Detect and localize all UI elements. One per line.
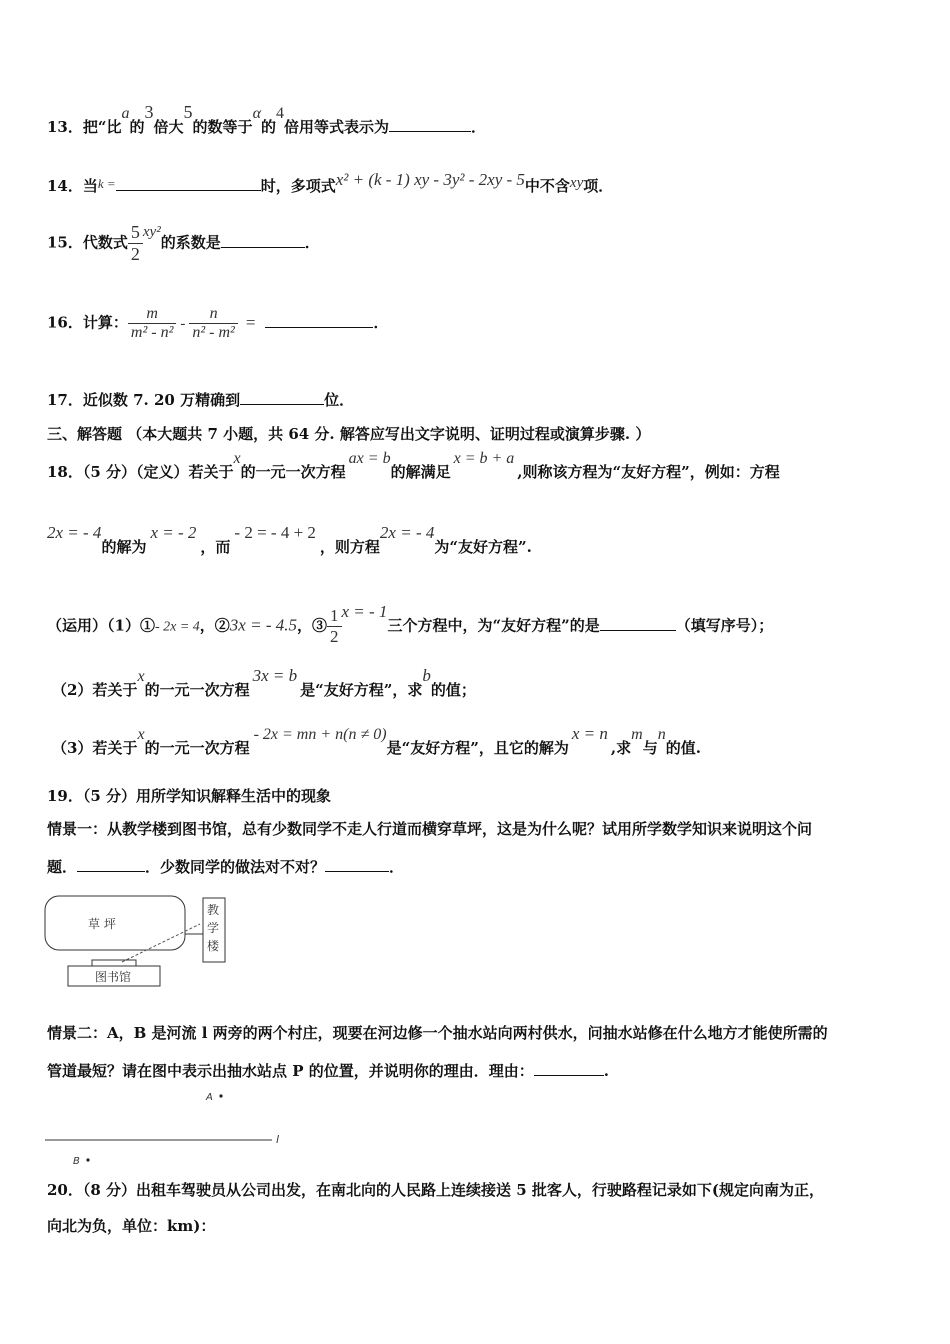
q19-blank-2[interactable] — [325, 857, 389, 872]
q16-fraction-1: $\frac{m}{\text{m² - n²}}$ — [128, 305, 176, 342]
campus-diagram — [40, 888, 240, 992]
q14-polynomial: x² + (k - 1) xy - 3y² - 2xy - 5 — [335, 170, 525, 189]
question-13: 13．把“比a的3倍大5的数等于α的4倍用等式表示为 ． — [47, 102, 487, 136]
question-14: 14．当k = 时，多项式x² + (k - 1) xy - 3y² - 2xy - 5中不含xy项． — [47, 170, 614, 195]
question-19-title: 19．（5 分）用所学知识解释生活中的现象 — [47, 787, 332, 805]
q13-number: 13． — [47, 118, 83, 136]
q17-answer-blank[interactable] — [240, 390, 324, 405]
q16-fraction-2: $\frac{n}{\text{n² - m²}}$ — [189, 305, 237, 342]
question-15: 15．代数式 $\frac{5}{2}$ xy²的系数是 ． — [47, 222, 320, 264]
lawn-label: 草 坪 — [88, 917, 116, 931]
building-label-2: 学 — [207, 921, 220, 935]
question-18-definition: 18．（5 分）（定义）若关于x的一元一次方程ax = b的解满足x = b + a,则称该方程为“友好方程”，例如：方程 — [47, 450, 780, 481]
q14-answer-blank[interactable] — [116, 176, 261, 191]
shortcut-path — [122, 924, 200, 962]
village-a-point — [219, 1094, 222, 1097]
question-18-part-1: （运用）（1）①- 2x = 4，②3x = - 4.5，③ $\frac{1}{2}$ x = - 1三个方程中，为“友好方程”的是 （填写序号）； — [47, 601, 774, 646]
question-20-cont: 向北为负，单位：km)： — [47, 1217, 216, 1235]
q19-scenario-2: 情景二：A，B 是河流 l 两旁的两个村庄，现要在河边修一个抽水站向两村供水，问抽水站修在什么地方才能使所需的 — [47, 1024, 828, 1042]
q19-blank-3[interactable] — [534, 1061, 604, 1076]
library-label: 图书馆 — [95, 970, 132, 984]
river-diagram — [40, 1085, 300, 1170]
q19-scenario-1-cont: 题． ．少数同学的做法对不对？ ． — [47, 858, 405, 876]
q19-scenario-2-cont: 管道最短？请在图中表示出抽水站点 P 的位置，并说明你的理由．理由： . — [47, 1062, 609, 1080]
question-16: 16．计算： $\frac{m}{\text{m² - n²}}$ - $\frac{n}{\text{n² - m²}}$ = ． — [47, 305, 389, 341]
river-label: l — [276, 1133, 280, 1146]
question-18-part-2: （2）若关于x的一元一次方程3x = b是“友好方程”，求b的值； — [52, 666, 476, 699]
q15-fraction: $\frac{5}{2}$ — [128, 222, 143, 265]
building-label-1: 教 — [207, 903, 220, 917]
q16-answer-blank[interactable] — [265, 313, 373, 328]
village-a-label: A — [206, 1092, 213, 1103]
question-20: 20．（8 分）出租车驾驶员从公司出发，在南北向的人民路上连续接送 5 批客人，行驶路程记录如下(规定向南为正， — [47, 1181, 825, 1199]
village-b-point — [86, 1158, 89, 1161]
question-18-example: 2x = - 4的解为x = - 2，而- 2 = - 4 + 2，则方程2x = - 4为“友好方程”. — [47, 523, 532, 556]
question-17: 17．近似数 7. 20 万精确到 位． — [47, 391, 355, 409]
question-18-part-3: （3）若关于x的一元一次方程- 2x = mn + n(n ≠ 0)是“友好方程”，且它的解为x = n,求m与n的值. — [52, 724, 701, 757]
q13-answer-blank[interactable] — [389, 117, 471, 132]
q18-part1-blank[interactable] — [600, 616, 676, 631]
village-b-label: B — [73, 1156, 80, 1167]
q19-scenario-1: 情景一：从教学楼到图书馆，总有少数同学不走人行道而横穿草坪，这是为什么呢？试用所学数学知识来说明这个问 — [47, 820, 813, 838]
q19-blank-1[interactable] — [77, 857, 145, 872]
q15-answer-blank[interactable] — [221, 233, 305, 248]
building-label-3: 楼 — [207, 939, 220, 953]
section-3-heading: 三、解答题 （本大题共 7 小题，共 64 分. 解答应写出文字说明、证明过程或演算步骤. ） — [47, 425, 651, 443]
